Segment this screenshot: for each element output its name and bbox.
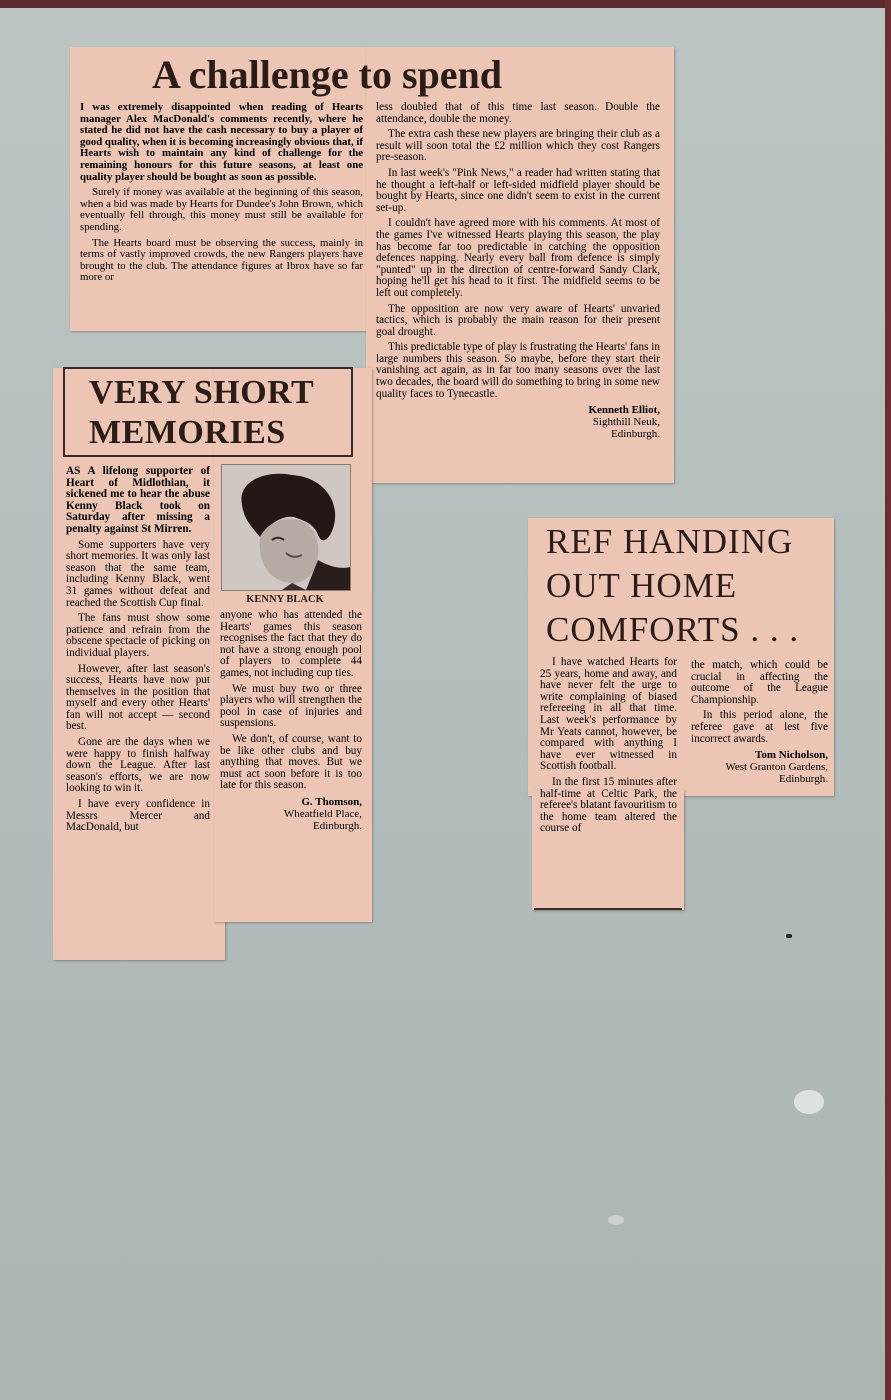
- memories-left-column: [66, 466, 210, 838]
- memories-author-street: Wheatfield Place,: [283, 807, 362, 820]
- page-top-edge: [0, 0, 891, 8]
- challenge-author-city: Edinburgh.: [611, 428, 660, 441]
- challenge-para-2: Surely if money was available at the beginning of this season, when a bid was made by Hearts for Dundee's John Brown, which eventually fell through, this money must still be available for spending.: [80, 186, 363, 233]
- challenge-signature: [376, 404, 660, 440]
- ref-signature: [691, 749, 828, 785]
- challenge-left-column: [80, 102, 363, 288]
- memories-para-1: AS A lifelong supporter of Heart of Midlothian, it sickened me to hear the abuse Kenny Black took on Saturday after missing a penalty against St Mirren.: [66, 465, 210, 535]
- ref-left-column: [540, 657, 677, 839]
- memories-para-5: Gone are the days when we were happy to finish halfway down the League. After last season's efforts, we are now looking to win it.: [66, 736, 210, 795]
- challenge-para-7: I couldn't have agreed more with his comments. At most of the games I've witnessed Hearts playing this season, the play has become far too predictable in catching the opposition defences napping. Nearly every ball from defence is simply "punted" up in the direction of centre-forward Sandy Clark, hoping he'll get his head to it first. The midfield seems to be left out completely.: [376, 217, 660, 299]
- page-right-edge: [885, 0, 891, 1400]
- kenny-black-photo: [221, 464, 351, 591]
- headline-ref-handing: [546, 520, 799, 652]
- memories-para-8: We must buy two or three players who will strengthen the pool in case of injuries and suspensions.: [220, 682, 362, 730]
- memories-author-city: Edinburgh.: [313, 819, 362, 832]
- challenge-author: Kenneth Elliot,: [588, 404, 660, 417]
- challenge-para-9: This predictable type of play is frustrating the Hearts' fans in large numbers this season. So maybe, before they start their vanishing act again, as in far too many seasons over the last two decades, the board will do something to bring in some new quality faces to Tynecastle.: [376, 341, 660, 400]
- memories-right-column: [220, 610, 362, 832]
- memories-para-4: However, after last season's success, Hearts have now put themselves in the position that myself and every other Hearts' fan will not accept — second best.: [66, 662, 210, 733]
- ref-author-street: West Granton Gardens,: [725, 761, 828, 774]
- ref-right-column: [691, 660, 828, 785]
- photo-caption: KENNY BLACK: [246, 594, 324, 605]
- memories-para-3: The fans must show some patience and refrain from the obscene spectacle of picking on individual players.: [66, 612, 210, 659]
- challenge-para-5: The extra cash these new players are bringing their club as a result will soon total the £2 million which they cost Rangers pre-season.: [376, 128, 660, 164]
- memories-para-9: We don't, of course, want to be like other clubs and buy anything that moves. But we must act soon before it is too late for this season.: [220, 732, 362, 792]
- memories-author: G. Thomson,: [301, 795, 362, 808]
- ref-para-4: In this period alone, the referee gave at lest five incorrect awards.: [691, 709, 828, 745]
- ref-author: Tom Nicholson,: [755, 749, 828, 762]
- ref-para-1: I have watched Hearts for 25 years, home and away, and have never felt the urge to write complaining of biased refereeing in all that time. Last week's performance by Mr Yeats cannot, however, be compared with anything I have ever witnessed in Scottish football.: [540, 656, 677, 773]
- challenge-para-1: I was extremely disappointed when reading of Hearts manager Alex MacDonald's comments recently, where he stated he did not have the cash necessary to buy a player of good quality, when it is becoming increasingly obvious that, if Hearts wish to maintain any kind of challenge for the remaining honours for this future seasons, at least one quality player should be bought as soon as possible.: [80, 101, 363, 183]
- memories-para-7: anyone who has attended the Hearts' games this season recognises the fact that they do not have a strong enough pool of players to complete 44 games, not including cup ties.: [220, 609, 362, 679]
- headline-very-short-memories: [63, 367, 353, 457]
- board-smudge-small: [608, 1215, 624, 1225]
- memories-para-6: I have every confidence in Messrs Mercer and MacDonald, but: [66, 798, 210, 834]
- headline-ref-line-2: OUT HOME: [546, 566, 738, 605]
- challenge-para-4: less doubled that of this time last season. Double the attendance, double the money.: [376, 101, 660, 125]
- ref-author-city: Edinburgh.: [779, 773, 828, 786]
- challenge-para-3: The Hearts board must be observing the success, mainly in terms of vastly improved crowds, the new Rangers players have brought to the club. The attendance figures at Ibrox have so far more or: [80, 236, 363, 284]
- challenge-para-6: In last week's "Pink News," a reader had written stating that he thought a left-half or left-sided midfield player should be bought by Hearts, since one didn't seem to exist in the current set-up.: [376, 166, 660, 214]
- headline-challenge: A challenge to spend: [152, 52, 503, 97]
- ref-para-2: In the first 15 minutes after half-time at Celtic Park, the referee's blatant favouritism to the home team altered the course of: [540, 775, 677, 835]
- challenge-para-8: The opposition are now very aware of Hearts' unvaried tactics, which is probably the main reason for their present goal drought.: [376, 302, 660, 338]
- headline-vsm-line-2: MEMORIES: [89, 414, 286, 451]
- headline-ref-line-3: COMFORTS . . .: [546, 610, 800, 649]
- ref-clipping-bottom-rule: [534, 908, 682, 910]
- board-speck: [786, 934, 792, 938]
- ref-para-3: the match, which could be crucial in affecting the outcome of the League Championship.: [691, 659, 828, 706]
- memories-signature: [220, 796, 362, 832]
- portrait-image: [222, 465, 350, 590]
- challenge-author-street: Sighthill Neuk,: [592, 416, 660, 429]
- headline-vsm-line-1: VERY SHORT: [89, 374, 315, 411]
- memories-para-2: Some supporters have very short memories. It was only last season that the same team, including Kenny Black, went 31 games without defeat and reached the Scottish Cup final.: [66, 538, 210, 609]
- headline-ref-line-1: REF HANDING: [546, 522, 794, 561]
- board-smudge: [794, 1090, 824, 1114]
- challenge-right-column: [376, 102, 660, 440]
